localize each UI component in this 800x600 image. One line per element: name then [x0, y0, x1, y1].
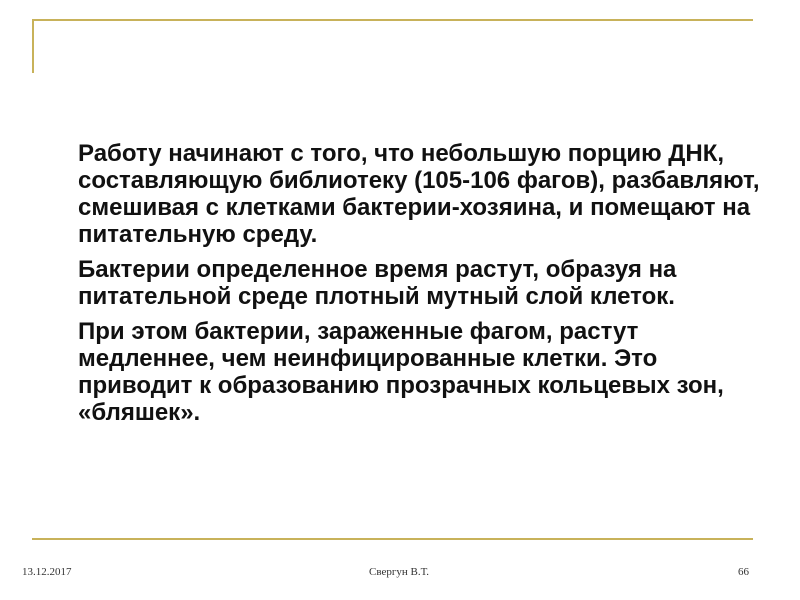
- top-decorative-rule: [32, 19, 753, 21]
- bottom-decorative-rule: [32, 538, 753, 540]
- footer-page-number: 66: [738, 566, 749, 578]
- paragraph-2: Бактерии определенное время растут, образуя на питательной среде плотный мутный слой клеток.: [78, 256, 677, 310]
- top-left-decorative-tick: [32, 19, 34, 73]
- paragraph-3: При этом бактерии, зараженные фагом, растут медленнее, чем неинфицированные клетки. Это приводит к образованию прозрачных кольцевых зон, «бляшек».: [78, 318, 724, 426]
- slide-body: [78, 140, 768, 434]
- footer-author: Свергун В.Т.: [369, 566, 429, 578]
- footer-date: 13.12.2017: [22, 566, 72, 578]
- paragraph-1: Работу начинают с того, что небольшую порцию ДНК, составляющую библиотеку (105-106 фагов), разбавляют, смешивая с клетками бактерии-хозяина, и помещают на питательную среду.: [78, 140, 760, 248]
